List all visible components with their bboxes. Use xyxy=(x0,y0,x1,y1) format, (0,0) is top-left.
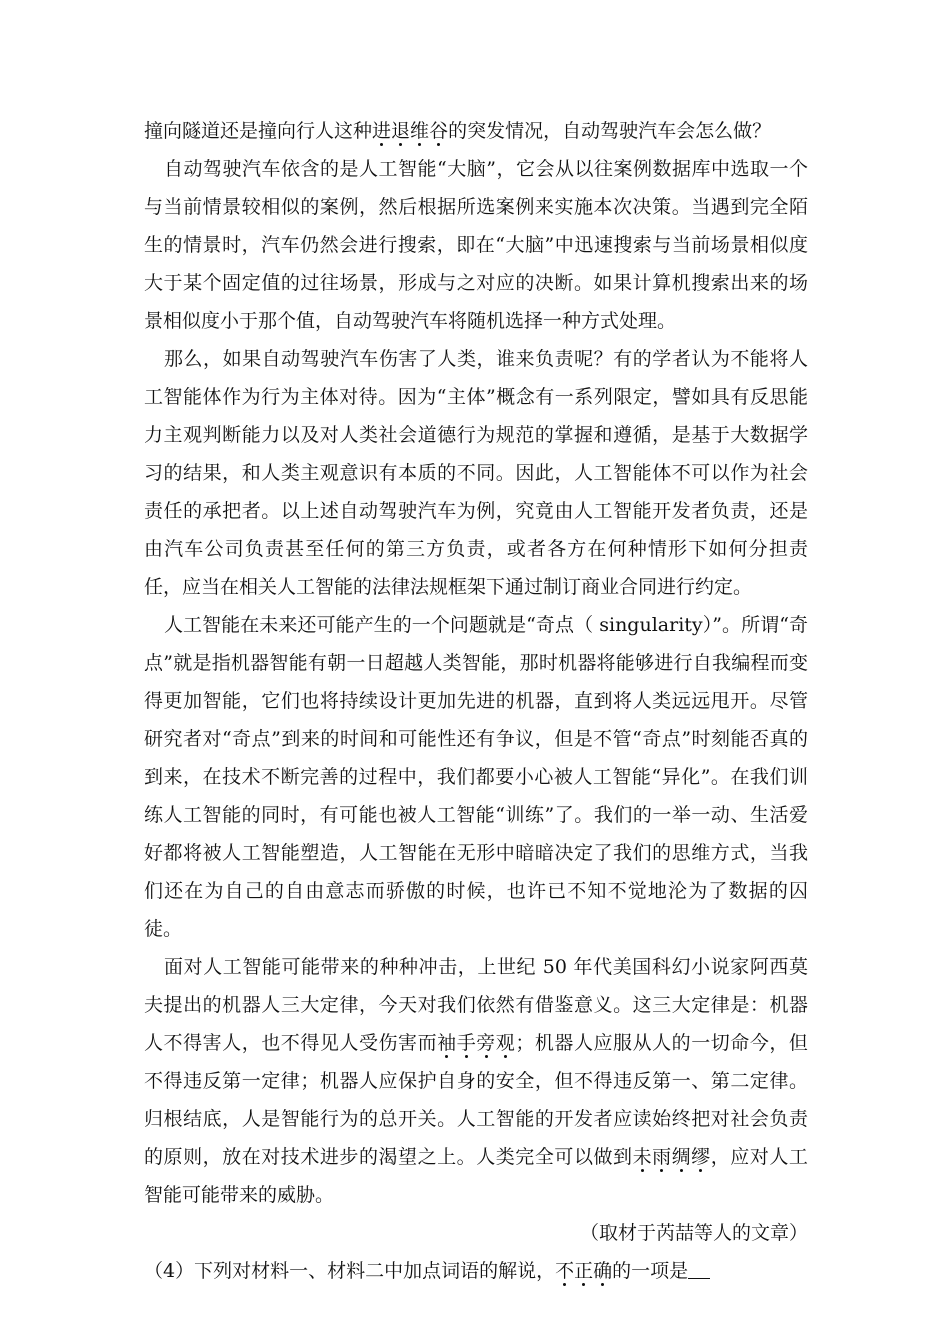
paragraph xyxy=(144,606,808,948)
question-text-before: （4）下列对材料一、材料二中加点词语的解说， xyxy=(144,1260,556,1282)
text-run: ；机器人应服从人的一切命今，但不得违反第一定律；机器人应保护自身的安全，但不得违反第一、第二定律。归根结底，人是智能行为的总开关。人工智能的开发者应读始终把对社会负责的原则，放在对技术进步的渴望之上。人类完全可以做到 xyxy=(144,1032,808,1168)
text-run: 撞向隧道还是撞向行人这种 xyxy=(144,120,373,142)
question-text-after: 的一项是 xyxy=(612,1260,689,1282)
text-run: 的突发情况，自动驾驶汽车会怎么做？ xyxy=(448,120,772,142)
question-4 xyxy=(144,1252,808,1290)
paragraph xyxy=(144,948,808,1214)
dotted-char: 绸 xyxy=(671,1146,692,1168)
text-run: 自动驾驶汽车依含的是人工智能“大脑”，它会从以往案例数据库中选取一个与当前情景较相似的案例，然后根据所选案例来实施本次决策。当遇到完全陌生的情景时，汽车仍然会进行搜索，即在“大脑”中迅速搜索与当前场景相似度大于某个固定值的过往场景，形成与之对应的决断。如果计算机搜索出来的场景相似度小于那个值，自动驾驶汽车将随机选择一种方式处理。 xyxy=(144,158,808,332)
dotted-char: 维 xyxy=(410,120,430,142)
article-body xyxy=(144,112,808,1214)
dotted-char: 旁 xyxy=(476,1032,496,1054)
dotted-char: 正 xyxy=(574,1260,594,1282)
dotted-char: 缪 xyxy=(691,1146,711,1168)
text-run: 那么，如果自动驾驶汽车伤害了人类，谁来负责呢？有的学者认为不能将人工智能体作为行为主体对待。因为“主体”概念有一系列限定，譬如具有反思能力主观判断能力以及对人类社会道德行为规范的掌握和遵循，是基于大数据学习的结果，和人类主观意识有本质的不同。因此，人工智能体不可以作为社会责任的承把者。以上述自动驾驶汽车为例，究竟由人工智能开发者负责，还是由汽车公司负责甚至任何的第三方负责，或者各方在何种情形下如何分担责任，应当在相关人工智能的法律法规框架下通过制订商业合同进行约定。 xyxy=(144,348,808,598)
dotted-char: 手 xyxy=(456,1032,477,1054)
dotted-char: 雨 xyxy=(652,1146,672,1168)
dotted-char: 确 xyxy=(593,1260,613,1282)
source-note: （取材于芮喆等人的文章） xyxy=(579,1222,808,1244)
dotted-char: 不 xyxy=(555,1260,575,1282)
paragraph xyxy=(144,112,808,150)
text-run: 面对人工智能可能带来的种种冲击，上世纪 50 年代美国科幻小说家阿西莫夫提出的机器人三大定律，今天对我们依然有借鉴意义。这三大定律是：机器人不得害人，也不得见人受伤害而 xyxy=(144,956,808,1054)
dotted-char: 进 xyxy=(372,120,392,142)
paragraph xyxy=(144,340,808,606)
dotted-char: 袖 xyxy=(437,1032,457,1054)
document-page xyxy=(144,112,808,1290)
text-run: ，应对人工智能可能带来的威胁。 xyxy=(144,1146,808,1206)
dotted-char: 未 xyxy=(632,1146,653,1168)
dotted-char: 观 xyxy=(495,1032,516,1054)
dotted-char: 退 xyxy=(391,120,411,142)
dotted-char: 谷 xyxy=(429,120,449,142)
paragraph xyxy=(144,150,808,340)
text-run: 人工智能在未来还可能产生的一个问题就是“奇点（ singularity）”。所谓“奇点”就是指机器智能有朝一日超越人类智能，那时机器将能够进行自我编程而变得更加智能，它们也将持续设计更加先进的机器，直到将人类远远甩开。尽管研究者对“奇点”到来的时间和可能性还有争议，但是不管“奇点”时刻能否真的到来，在技术不断完善的过程中，我们都要小心被人工智能“异化”。在我们训练人工智能的同时，有可能也被人工智能“训练”了。我们的一举一动、生活爱好都将被人工智能塑造，人工智能在无形中暗暗决定了我们的思维方式，当我们还在为自己的自由意志而骄傲的时候，也许已不知不觉地沦为了数据的囚徒。 xyxy=(144,614,808,940)
answer-blank[interactable] xyxy=(688,1256,710,1279)
